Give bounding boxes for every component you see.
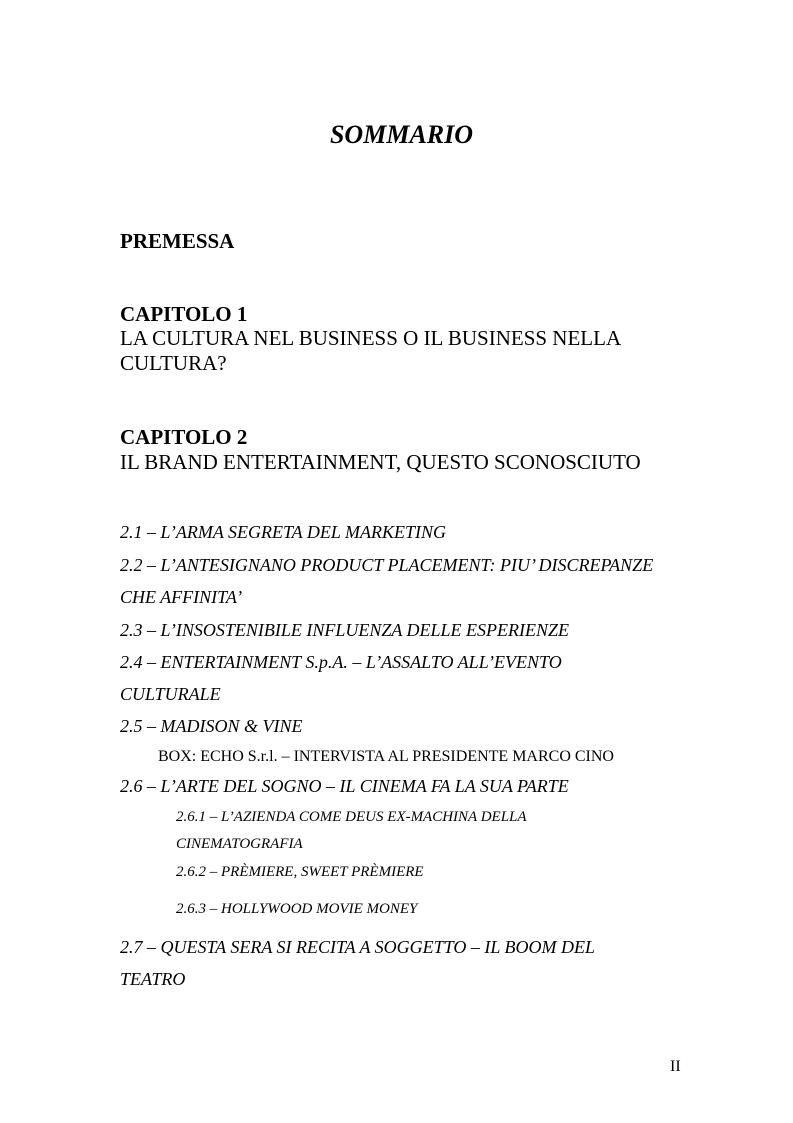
page-number: II bbox=[670, 1058, 681, 1075]
chapter-1-title-line-2: CULTURA? bbox=[120, 351, 227, 375]
chapter-2-title: IL BRAND ENTERTAINMENT, QUESTO SCONOSCIUTO bbox=[120, 450, 641, 474]
toc-entry-2-6-1-line-1: 2.6.1 – L’AZIENDA COME DEUS EX-MACHINA DELLA bbox=[176, 809, 527, 825]
toc-entry-2-6-3: 2.6.3 – HOLLYWOOD MOVIE MONEY bbox=[176, 901, 418, 917]
toc-entry-2-1: 2.1 – L’ARMA SEGRETA DEL MARKETING bbox=[120, 522, 446, 542]
chapter-1-label: CAPITOLO 1 bbox=[120, 302, 248, 326]
toc-entry-2-7-line-1: 2.7 – QUESTA SERA SI RECITA A SOGGETTO – IL BOOM DEL bbox=[120, 937, 596, 957]
chapter-1-title-line-1: LA CULTURA NEL BUSINESS O IL BUSINESS NELLA bbox=[120, 326, 622, 350]
toc-entry-box: BOX: ECHO S.r.l. – INTERVISTA AL PRESIDENTE MARCO CINO bbox=[158, 748, 614, 765]
toc-entry-2-4-line-2: CULTURALE bbox=[120, 684, 221, 704]
toc-entry-2-5: 2.5 – MADISON & VINE bbox=[120, 716, 303, 736]
toc-entry-2-6-2: 2.6.2 – PRÈMIERE, SWEET PRÈMIERE bbox=[176, 864, 424, 880]
chapter-2-label: CAPITOLO 2 bbox=[120, 425, 248, 449]
toc-entry-2-2-line-2: CHE AFFINITA’ bbox=[120, 587, 243, 607]
toc-entry-2-6: 2.6 – L’ARTE DEL SOGNO – IL CINEMA FA LA SUA PARTE bbox=[120, 776, 569, 796]
toc-entry-2-2-line-1: 2.2 – L’ANTESIGNANO PRODUCT PLACEMENT: PIU’ DISCREPANZE bbox=[120, 555, 654, 575]
page-title: SOMMARIO bbox=[329, 120, 474, 149]
toc-entry-2-7-line-2: TEATRO bbox=[120, 969, 186, 989]
toc-entry-2-3: 2.3 – L’INSOSTENIBILE INFLUENZA DELLE ESPERIENZE bbox=[120, 620, 570, 640]
toc-entry-2-6-1-line-2: CINEMATOGRAFIA bbox=[176, 836, 303, 852]
premessa-heading: PREMESSA bbox=[120, 229, 235, 253]
toc-entry-2-4-line-1: 2.4 – ENTERTAINMENT S.p.A. – L’ASSALTO ALL’EVENTO bbox=[120, 652, 562, 672]
